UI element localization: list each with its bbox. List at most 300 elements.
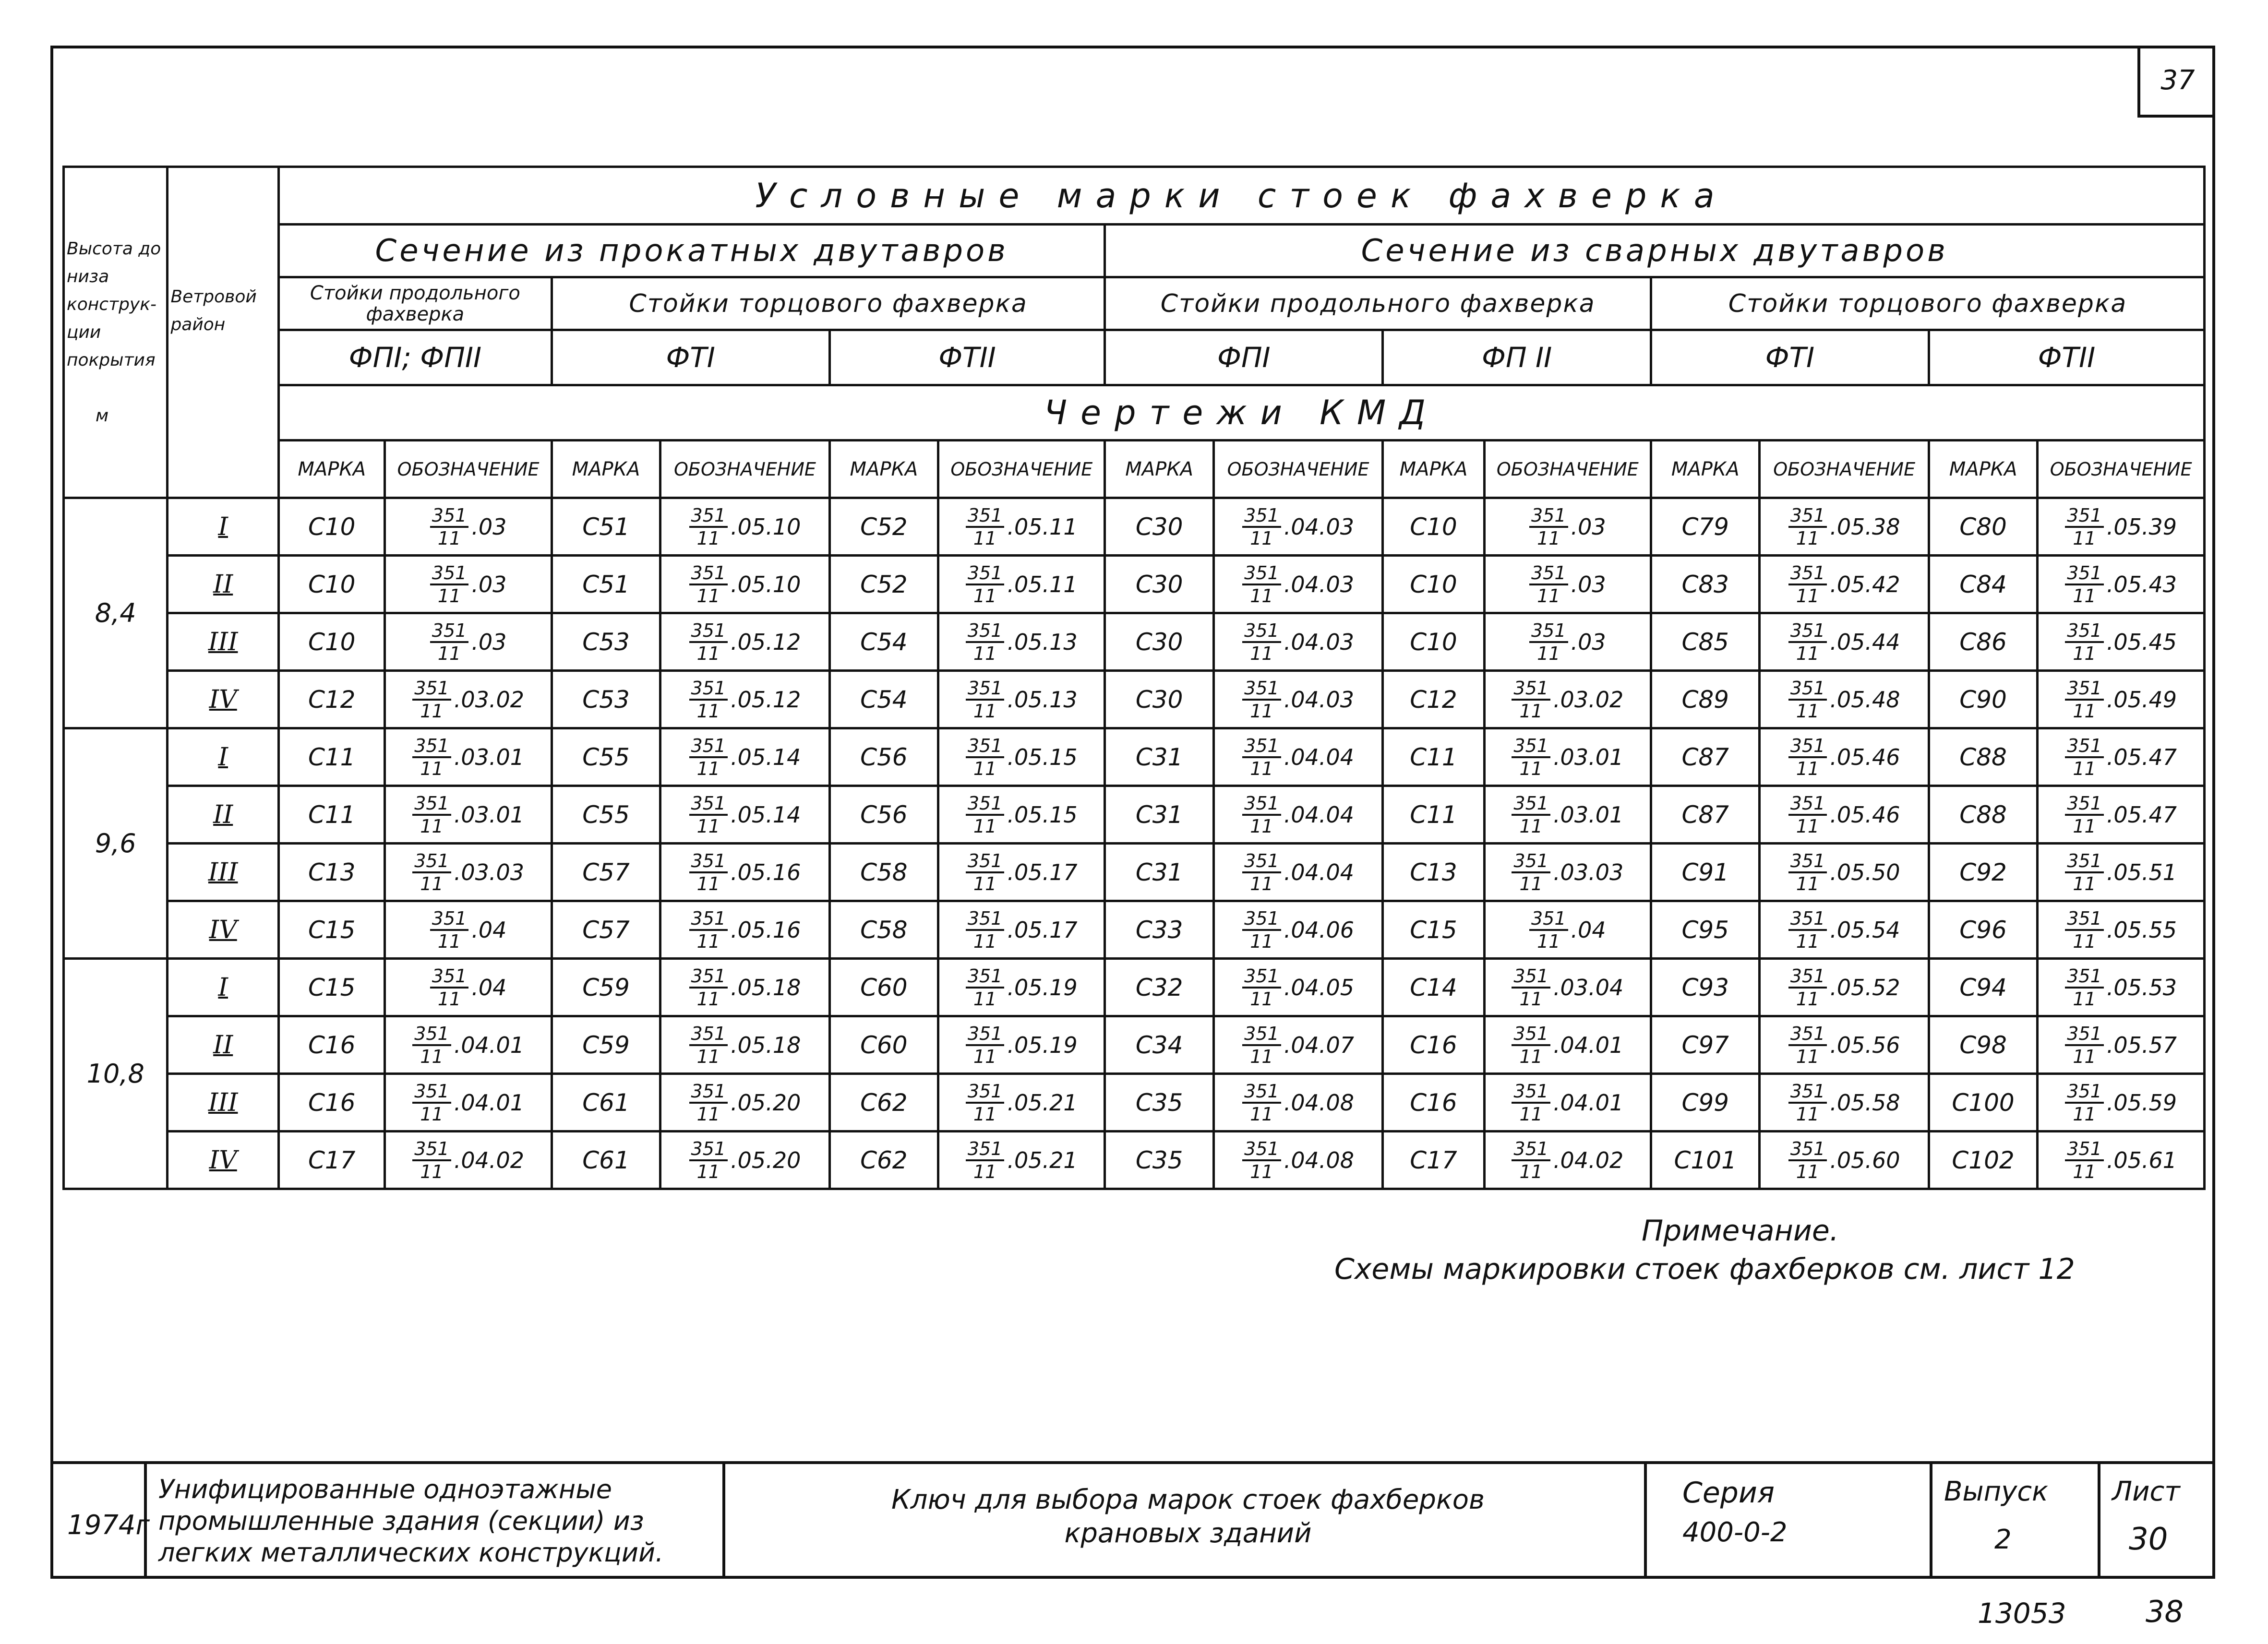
fraction-denominator: 11 <box>973 930 997 952</box>
fraction-denominator: 11 <box>973 988 997 1010</box>
designation-cell <box>385 671 552 728</box>
fraction <box>689 564 728 605</box>
fraction-numerator: 351 <box>1242 679 1281 701</box>
table-row <box>64 498 2205 556</box>
designation-cell <box>938 556 1105 613</box>
fraction <box>689 621 728 663</box>
designation-suffix: .04 <box>1571 917 1606 943</box>
designation-cell <box>385 613 552 671</box>
sheet-title <box>737 1483 1639 1550</box>
designation-suffix: .05.12 <box>731 629 801 655</box>
fraction <box>430 564 469 605</box>
fraction-numerator: 351 <box>966 679 1005 701</box>
fraction <box>689 909 728 951</box>
designation-suffix: .05.58 <box>1830 1089 1900 1116</box>
designation-suffix: .05.10 <box>731 513 801 540</box>
fraction <box>1512 1082 1550 1123</box>
mark-cell: С34 <box>1105 1016 1214 1074</box>
fraction-denominator: 11 <box>696 1046 720 1067</box>
designation-suffix: .05.18 <box>731 974 801 1001</box>
designation-suffix: .05.13 <box>1007 629 1078 655</box>
designation-cell <box>2038 844 2205 901</box>
designation <box>1788 679 1900 720</box>
col-header-designation: ОБОЗНАЧЕНИЕ <box>1484 441 1651 498</box>
designation-suffix: .04.01 <box>454 1032 525 1058</box>
fraction <box>966 506 1005 548</box>
fraction <box>412 1082 451 1123</box>
fraction <box>2065 679 2104 720</box>
fraction-denominator: 11 <box>1250 930 1273 952</box>
issue-value: 2 <box>1994 1524 2012 1555</box>
designation-cell <box>1760 613 1929 671</box>
designation-suffix: .05.54 <box>1830 917 1900 943</box>
fraction-denominator: 11 <box>420 758 444 779</box>
height-value: 10,8 <box>64 959 168 1189</box>
fraction-denominator: 11 <box>420 1161 444 1182</box>
fraction <box>1512 794 1550 835</box>
marks-table <box>62 166 2206 1190</box>
fraction <box>2065 852 2104 893</box>
designation <box>430 909 507 951</box>
mark-cell: С95 <box>1651 901 1760 959</box>
table-row <box>64 844 2205 901</box>
type-ft1-welded: ФТI <box>1651 330 1929 385</box>
designation-suffix: .05.14 <box>731 744 801 770</box>
designation-suffix: .03.02 <box>1553 686 1624 713</box>
fraction-denominator: 11 <box>696 700 720 722</box>
mark-cell: С60 <box>829 959 938 1016</box>
fraction-numerator: 351 <box>1512 852 1550 873</box>
mark-cell: С102 <box>1929 1132 2038 1189</box>
designation-cell <box>1760 556 1929 613</box>
designation-suffix: .03 <box>1571 513 1606 540</box>
designation-suffix: .05.59 <box>2106 1089 2177 1116</box>
designation <box>430 621 507 663</box>
fraction-numerator: 351 <box>1242 1082 1281 1104</box>
designation-suffix: .05.19 <box>1007 974 1078 1001</box>
fraction-denominator: 11 <box>1519 1103 1543 1125</box>
designation-cell <box>1760 1132 1929 1189</box>
issue-label: Выпуск <box>1944 1476 2048 1507</box>
fraction-denominator: 11 <box>973 1046 997 1067</box>
fraction-numerator: 351 <box>1242 737 1281 758</box>
fraction <box>412 1140 451 1181</box>
fraction-denominator: 11 <box>1519 1046 1543 1067</box>
wind-region: I <box>168 959 279 1016</box>
designation-cell <box>1484 1074 1651 1132</box>
fraction <box>2065 909 2104 951</box>
designation-suffix: .05.56 <box>1830 1032 1900 1058</box>
designation-cell <box>1484 671 1651 728</box>
fraction-numerator: 351 <box>1242 564 1281 585</box>
fraction-denominator: 11 <box>973 758 997 779</box>
fraction-numerator: 351 <box>412 794 451 816</box>
mark-cell: С11 <box>278 728 384 786</box>
designation-cell <box>938 1132 1105 1189</box>
designation <box>1529 621 1606 663</box>
designation-suffix: .04 <box>471 974 507 1001</box>
fraction-numerator: 351 <box>689 621 728 643</box>
fraction <box>689 967 728 1008</box>
fraction-denominator: 11 <box>973 815 997 837</box>
col-header-mark: МАРКА <box>1929 441 2038 498</box>
designation <box>1788 794 1900 835</box>
designation-suffix: .05.51 <box>2106 859 2177 885</box>
mark-cell: С16 <box>1383 1016 1484 1074</box>
designation-cell <box>2038 901 2205 959</box>
fraction <box>1512 737 1550 778</box>
table-row <box>64 1016 2205 1074</box>
designation <box>966 564 1078 605</box>
mark-cell: С56 <box>829 786 938 844</box>
designation-suffix: .05.46 <box>1830 744 1900 770</box>
mark-cell: С16 <box>278 1074 384 1132</box>
designation <box>1242 852 1354 893</box>
fraction <box>2065 1025 2104 1066</box>
mark-cell: С61 <box>552 1074 660 1132</box>
fraction <box>966 1082 1005 1123</box>
designation <box>430 564 507 605</box>
designation-cell <box>1213 671 1382 728</box>
designation-suffix: .03 <box>1571 571 1606 597</box>
fraction-denominator: 11 <box>1519 815 1543 837</box>
mark-cell: С10 <box>278 613 384 671</box>
mark-cell: С98 <box>1929 1016 2038 1074</box>
designation-suffix: .05.47 <box>2106 744 2177 770</box>
designation-suffix: .05.60 <box>1830 1147 1900 1173</box>
fraction <box>412 679 451 720</box>
fraction <box>966 564 1005 605</box>
mark-cell: С53 <box>552 671 660 728</box>
type-ft1-rolled: ФТI <box>552 330 829 385</box>
designation-cell <box>385 498 552 556</box>
mark-cell: С101 <box>1651 1132 1760 1189</box>
designation-cell <box>660 498 829 556</box>
designation-suffix: .05.19 <box>1007 1032 1078 1058</box>
fraction <box>1512 852 1550 893</box>
fraction-denominator: 11 <box>2073 1161 2096 1182</box>
col-header-designation: ОБОЗНАЧЕНИЕ <box>938 441 1105 498</box>
designation-suffix: .04.01 <box>1553 1089 1624 1116</box>
designation-cell <box>660 1016 829 1074</box>
designation-suffix: .03.01 <box>454 801 525 828</box>
fraction-numerator: 351 <box>966 1025 1005 1046</box>
mark-cell: С30 <box>1105 671 1214 728</box>
fraction <box>1512 1140 1550 1181</box>
fraction-denominator: 11 <box>696 758 720 779</box>
designation-suffix: .05.49 <box>2106 686 2177 713</box>
fraction-denominator: 11 <box>696 988 720 1010</box>
wind-header: Ветровой район <box>168 167 279 498</box>
designation-cell <box>660 728 829 786</box>
fraction <box>412 1025 451 1066</box>
designation-suffix: .04.02 <box>1553 1147 1624 1173</box>
fraction-numerator: 351 <box>689 679 728 701</box>
designation-suffix: .05.50 <box>1830 859 1900 885</box>
designation-cell <box>660 1074 829 1132</box>
wind-region: I <box>168 728 279 786</box>
height-value: 9,6 <box>64 728 168 959</box>
mark-cell: С90 <box>1929 671 2038 728</box>
mark-cell: С93 <box>1651 959 1760 1016</box>
fraction-numerator: 351 <box>1788 737 1827 758</box>
fraction <box>430 909 469 951</box>
fraction-numerator: 351 <box>1788 1140 1827 1161</box>
designation <box>1512 852 1623 893</box>
fraction-numerator: 351 <box>966 909 1005 931</box>
fraction-denominator: 11 <box>1796 585 1820 607</box>
designation <box>689 1140 801 1181</box>
designation-suffix: .04.04 <box>1284 744 1355 770</box>
designation <box>1512 1025 1623 1066</box>
designation <box>689 621 801 663</box>
fraction <box>1512 679 1550 720</box>
fraction-denominator: 11 <box>1250 988 1273 1010</box>
fraction-numerator: 351 <box>1788 909 1827 931</box>
mark-cell: С80 <box>1929 498 2038 556</box>
designation <box>1529 909 1606 951</box>
fraction-numerator: 351 <box>1529 506 1568 528</box>
mark-cell: С100 <box>1929 1074 2038 1132</box>
designation <box>1242 1025 1354 1066</box>
fraction-numerator: 351 <box>966 506 1005 528</box>
mark-cell: С35 <box>1105 1132 1214 1189</box>
mark-cell: С55 <box>552 728 660 786</box>
fraction <box>1512 967 1550 1008</box>
designation <box>689 1082 801 1123</box>
designation <box>966 1082 1078 1123</box>
fraction <box>1529 506 1568 548</box>
fraction <box>1242 737 1281 778</box>
designation-suffix: .05.15 <box>1007 801 1078 828</box>
designation-suffix: .05.44 <box>1830 629 1900 655</box>
fraction <box>1242 1140 1281 1181</box>
designation-suffix: .05.13 <box>1007 686 1078 713</box>
fraction-denominator: 11 <box>973 643 997 664</box>
fraction <box>1242 564 1281 605</box>
fraction-numerator: 351 <box>1788 794 1827 816</box>
designation-cell <box>1484 959 1651 1016</box>
fraction-denominator: 11 <box>1537 585 1560 607</box>
designation-cell <box>1760 901 1929 959</box>
mark-cell: С12 <box>1383 671 1484 728</box>
designation-suffix: .03.01 <box>454 744 525 770</box>
fraction <box>1242 852 1281 893</box>
fraction-denominator: 11 <box>1796 643 1820 664</box>
fraction-numerator: 351 <box>689 1025 728 1046</box>
fraction-denominator: 11 <box>1519 700 1543 722</box>
fraction <box>430 967 469 1008</box>
designation-cell <box>938 844 1105 901</box>
fraction-denominator: 11 <box>437 527 461 549</box>
designation <box>966 909 1078 951</box>
designation <box>1529 506 1606 548</box>
designation <box>412 1025 524 1066</box>
fraction-denominator: 11 <box>1519 873 1543 894</box>
fraction <box>689 1082 728 1123</box>
mark-cell: С91 <box>1651 844 1760 901</box>
designation <box>966 506 1078 548</box>
designation-cell <box>660 671 829 728</box>
mark-cell: С10 <box>278 498 384 556</box>
note-text: Схемы маркировки стоек фахберков см. лист 12 <box>1334 1252 2075 1286</box>
designation <box>966 967 1078 1008</box>
fraction-denominator: 11 <box>973 873 997 894</box>
designation <box>689 1025 801 1066</box>
designation-suffix: .04.03 <box>1284 571 1355 597</box>
designation-suffix: .04.01 <box>1553 1032 1624 1058</box>
designation-cell <box>1760 498 1929 556</box>
fraction-denominator: 11 <box>420 700 444 722</box>
fraction-numerator: 351 <box>1788 1025 1827 1046</box>
fraction <box>689 679 728 720</box>
fraction-denominator: 11 <box>1519 1161 1543 1182</box>
designation <box>1512 794 1623 835</box>
designation-suffix: .05.46 <box>1830 801 1900 828</box>
designation <box>1529 564 1606 605</box>
fraction <box>1788 564 1827 605</box>
fraction <box>1788 909 1827 951</box>
designation-cell <box>385 556 552 613</box>
fraction-numerator: 351 <box>1788 621 1827 643</box>
fraction <box>966 852 1005 893</box>
designation <box>2065 794 2177 835</box>
rolled-end-header: Стойки торцового фахверка <box>552 277 1105 330</box>
mark-cell: С58 <box>829 844 938 901</box>
table-row <box>64 1074 2205 1132</box>
designation-cell <box>2038 728 2205 786</box>
designation-cell <box>938 1016 1105 1074</box>
fraction-numerator: 351 <box>412 1140 451 1161</box>
designation-suffix: .05.57 <box>2106 1032 2177 1058</box>
welded-end-header: Стойки торцового фахверка <box>1651 277 2204 330</box>
mark-cell: С57 <box>552 844 660 901</box>
designation <box>689 794 801 835</box>
fraction-denominator: 11 <box>1796 930 1820 952</box>
mark-cell: С61 <box>552 1132 660 1189</box>
rolled-long-header: Стойки продольного фахверка <box>278 277 552 330</box>
mark-cell: С31 <box>1105 786 1214 844</box>
fraction-denominator: 11 <box>1250 1046 1273 1067</box>
fraction-denominator: 11 <box>1796 758 1820 779</box>
designation-cell <box>1213 498 1382 556</box>
designation <box>966 1140 1078 1181</box>
fraction <box>1529 564 1568 605</box>
fraction-numerator: 351 <box>430 621 469 643</box>
fraction-denominator: 11 <box>973 1103 997 1125</box>
fraction-numerator: 351 <box>966 852 1005 873</box>
fraction-numerator: 351 <box>1512 1140 1550 1161</box>
height-header-label: Высота до низа конструк-ции покрытия <box>67 238 161 370</box>
designation-suffix: .05.21 <box>1007 1147 1078 1173</box>
fraction-numerator: 351 <box>2065 506 2104 528</box>
mark-cell: С54 <box>829 613 938 671</box>
fraction-denominator: 11 <box>696 930 720 952</box>
designation-cell <box>938 901 1105 959</box>
designation-suffix: .05.39 <box>2106 513 2177 540</box>
fraction-denominator: 11 <box>420 873 444 894</box>
mark-cell: С88 <box>1929 728 2038 786</box>
designation-cell <box>385 844 552 901</box>
fraction <box>689 506 728 548</box>
col-header-designation: ОБОЗНАЧЕНИЕ <box>2038 441 2205 498</box>
designation <box>1788 506 1900 548</box>
fraction <box>689 1140 728 1181</box>
fraction-denominator: 11 <box>1250 815 1273 837</box>
fraction-denominator: 11 <box>696 643 720 664</box>
designation <box>2065 1140 2177 1181</box>
fraction-numerator: 351 <box>430 909 469 931</box>
fraction <box>966 621 1005 663</box>
designation-cell <box>938 728 1105 786</box>
designation-cell <box>660 901 829 959</box>
fraction-denominator: 11 <box>2073 930 2096 952</box>
designation-cell <box>385 901 552 959</box>
table-row <box>64 671 2205 728</box>
fraction-numerator: 351 <box>412 852 451 873</box>
table-row <box>64 613 2205 671</box>
fraction-denominator: 11 <box>1537 643 1560 664</box>
designation-suffix: .05.21 <box>1007 1089 1078 1116</box>
designation-cell <box>1213 1016 1382 1074</box>
designation <box>2065 564 2177 605</box>
table-row <box>64 556 2205 613</box>
col-header-mark: МАРКА <box>1105 441 1214 498</box>
designation-cell <box>1484 901 1651 959</box>
mark-cell: С59 <box>552 959 660 1016</box>
fraction-numerator: 351 <box>412 1025 451 1046</box>
designation-suffix: .05.20 <box>731 1089 801 1116</box>
fraction-numerator: 351 <box>1512 1025 1550 1046</box>
fraction <box>412 794 451 835</box>
designation-suffix: .05.16 <box>731 859 801 885</box>
fraction-denominator: 11 <box>1796 873 1820 894</box>
designation-cell <box>938 959 1105 1016</box>
fraction <box>966 909 1005 951</box>
designation <box>2065 679 2177 720</box>
fraction <box>689 1025 728 1066</box>
fraction-numerator: 351 <box>966 621 1005 643</box>
fraction-denominator: 11 <box>696 585 720 607</box>
table-row <box>64 728 2205 786</box>
designation-suffix: .05.38 <box>1830 513 1900 540</box>
designation-cell <box>1484 498 1651 556</box>
designation-cell <box>385 728 552 786</box>
mark-cell: С99 <box>1651 1074 1760 1132</box>
designation-suffix: .05.12 <box>731 686 801 713</box>
fraction <box>1788 679 1827 720</box>
drawings-header: Чертежи КМД <box>278 385 2204 441</box>
designation <box>1788 967 1900 1008</box>
fraction-denominator: 11 <box>420 1103 444 1125</box>
designation-suffix: .04.08 <box>1284 1147 1355 1173</box>
sheet-label: Лист <box>2112 1476 2180 1507</box>
fraction <box>1788 506 1827 548</box>
designation-cell <box>1213 844 1382 901</box>
fraction-numerator: 351 <box>1512 794 1550 816</box>
col-header-designation: ОБОЗНАЧЕНИЕ <box>385 441 552 498</box>
fraction-denominator: 11 <box>2073 527 2096 549</box>
series-label: Серия <box>1682 1476 1775 1510</box>
designation-suffix: .05.47 <box>2106 801 2177 828</box>
designation-suffix: .03 <box>471 513 507 540</box>
fraction <box>412 737 451 778</box>
mark-cell: С11 <box>1383 728 1484 786</box>
fraction <box>1242 909 1281 951</box>
fraction <box>1788 852 1827 893</box>
fraction-denominator: 11 <box>420 815 444 837</box>
fraction-denominator: 11 <box>437 585 461 607</box>
